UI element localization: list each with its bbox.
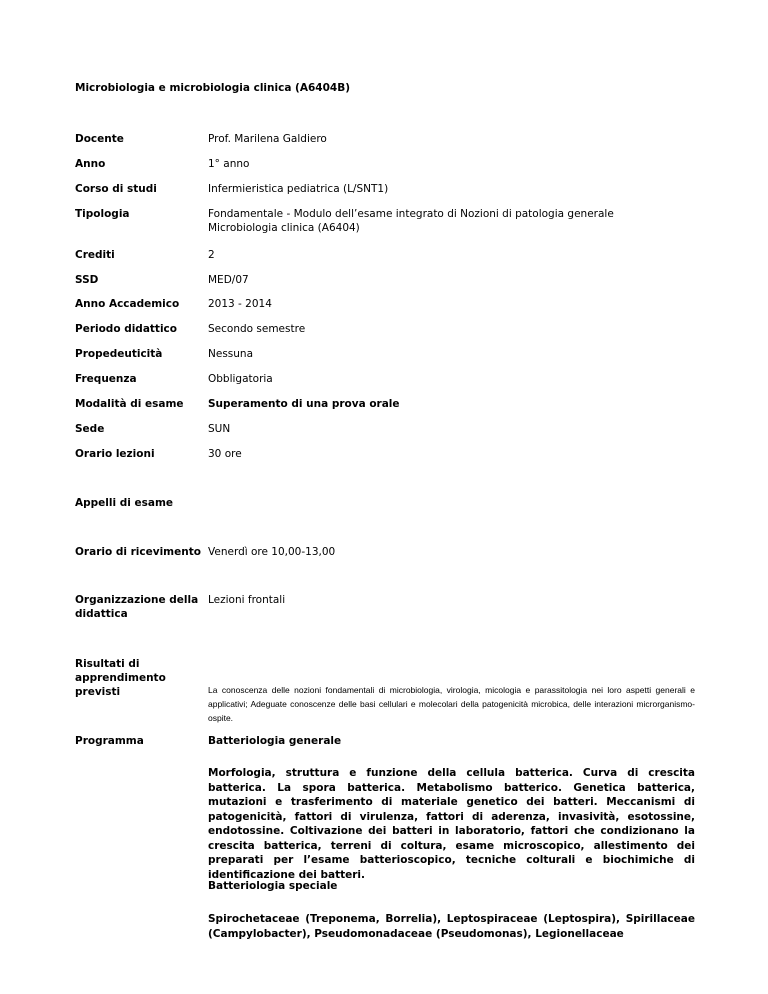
label: Risultati di apprendimento previsti [75,658,166,698]
value: Prof. Marilena Galdiero [208,133,327,145]
label: Anno Accademico [75,298,180,310]
label: Corso di studi [75,183,157,195]
value: Superamento di una prova orale [208,398,400,410]
label: Anno [75,158,106,170]
value: Batteriologia generale [208,735,342,747]
programma-speciale-heading: Batteriologia speciale [208,880,338,892]
value: 1° anno [208,158,250,170]
label: Modalità di esame [75,398,184,410]
label: Frequenza [75,373,137,385]
value: Venerdì ore 10,00-13,00 [208,546,336,558]
label: Propedeuticità [75,348,163,360]
value: Fondamentale - Modulo dell’esame integrato di Nozioni di patologia generale Microbiologia clinica (A6404) [208,208,614,234]
label: Programma [75,735,144,747]
value: Obbligatoria [208,373,273,385]
value: 2013 - 2014 [208,298,272,310]
label: Periodo didattico [75,323,177,335]
value: Nessuna [208,348,253,360]
label: Orario di ricevimento [75,546,201,558]
label: Organizzazione della didattica [75,594,199,620]
label: Crediti [75,249,115,261]
value: 2 [208,249,215,261]
label: Tipologia [75,208,130,220]
value: 30 ore [208,448,242,460]
label: SSD [75,274,99,286]
label: Orario lezioni [75,448,155,460]
label: Sede [75,423,105,435]
value: MED/07 [208,274,249,286]
value: Secondo semestre [208,323,306,335]
value: La conoscenza delle nozioni fondamentali di microbiologia, virologia, micologia e parassitologia nei loro aspetti generali e applicativi; Adeguate conoscenze delle basi cellulari e molecolari della patogenicità microbica, delle interazioni microrganismo-ospite. [208,685,695,723]
value: Lezioni frontali [208,594,286,606]
label: Appelli di esame [75,497,174,509]
programma-speciale-text: Spirochetaceae (Treponema, Borrelia), Leptospiraceae (Leptospira), Spirillaceae (Campylobacter), Pseudomonadaceae (Pseudomonas), Legionellaceae [208,913,695,940]
document-title: Microbiologia e microbiologia clinica (A6404B) [75,82,351,94]
value: SUN [208,423,231,435]
label: Docente [75,133,124,145]
value: Infermieristica pediatrica (L/SNT1) [208,183,389,195]
programma-generale-text: Morfologia, struttura e funzione della cellula batterica. Curva di crescita batterica. La spora batterica. Metabolismo batterico. Genetica batterica, mutazioni e trasferimento di materiale genetico dei batteri. Meccanismi di patogenicità, fattori di virulenza, fattori di aderenza, invasività, esotossine, endotossine. Coltivazione dei batteri in laboratorio, fattori che condizionano la crescita batterica, terreni di coltura, esame microscopico, allestimento dei preparati per l’esame batterioscopico, tecniche colturali e biochimiche di identificazione dei batteri. [208,767,695,881]
